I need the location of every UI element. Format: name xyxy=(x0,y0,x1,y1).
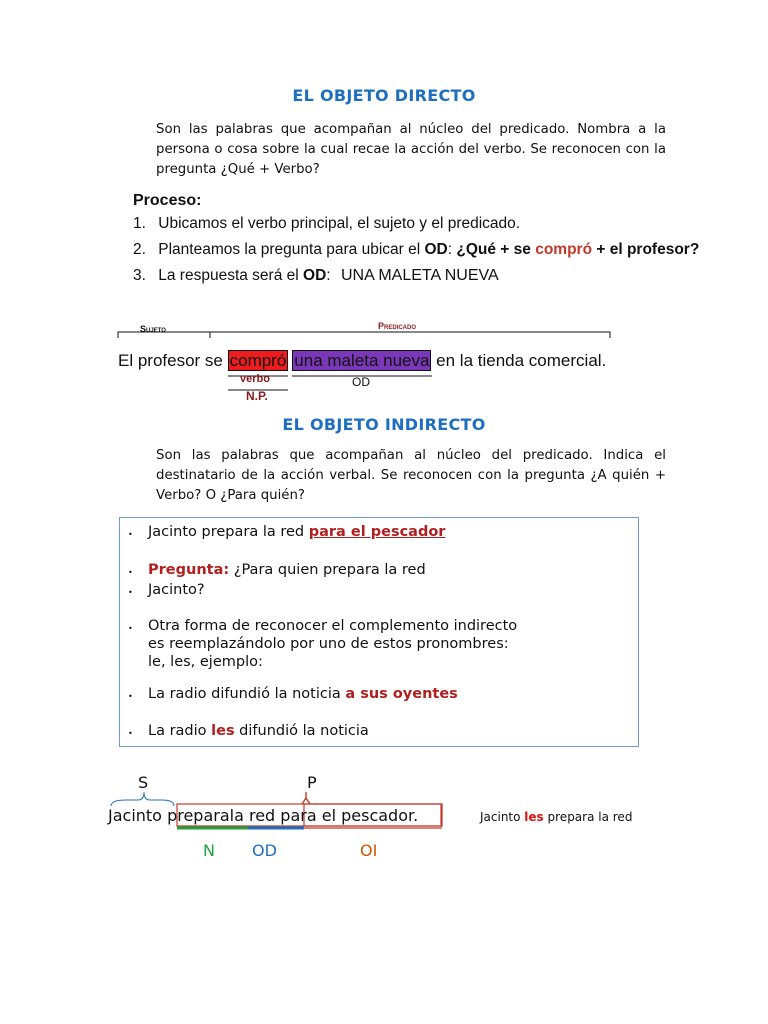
pronoun: les xyxy=(524,810,544,824)
section-title: EL OBJETO INDIRECTO xyxy=(282,415,486,434)
od-abbrev: OD xyxy=(424,241,448,258)
slide-line xyxy=(148,686,458,702)
step-number: 1. xyxy=(133,215,146,232)
od-abbrev: OD xyxy=(303,267,327,284)
slide-line: es reemplazándolo por uno de estos pronombres: xyxy=(148,636,509,652)
subject-label: Sujeto xyxy=(140,324,166,334)
example2-sentence xyxy=(108,806,418,825)
oi-word: para el pescador. xyxy=(280,806,419,825)
verb-label: verbo xyxy=(240,373,270,385)
question-verb: compró xyxy=(535,241,593,258)
bullet: • xyxy=(128,729,133,738)
oi-label: OI xyxy=(360,841,378,860)
oi-phrase: a sus oyentes xyxy=(345,686,458,702)
pronoun: les xyxy=(211,723,235,739)
n-label: N xyxy=(203,841,215,860)
pronoun-example xyxy=(480,810,632,824)
slide-text: La radio difundió la noticia xyxy=(148,686,346,702)
od-word: la red xyxy=(229,806,276,825)
step-text: Planteamos la pregunta para ubicar el xyxy=(158,241,425,258)
process-heading: Proceso: xyxy=(133,192,202,209)
verb-highlight: compró xyxy=(229,351,287,370)
process-step-3 xyxy=(133,267,331,285)
slide-line: Jacinto? xyxy=(148,582,205,598)
question-label: Pregunta: xyxy=(148,562,230,578)
slide-line: le, les, ejemplo: xyxy=(148,654,263,670)
step-number: 2. xyxy=(133,241,146,258)
slide-line: Otra forma de reconocer el complemento indirecto xyxy=(148,618,518,634)
slide-text: ¿Para quien prepara la red xyxy=(229,562,426,578)
slide-line xyxy=(148,524,445,540)
example-slide xyxy=(119,517,639,747)
answer-text: UNA MALETA NUEVA xyxy=(341,267,499,284)
subject-brace xyxy=(111,792,174,806)
oi-definition: Son las palabras que acompañan al núcleo del predicado. Indica el destinatario de la acción verbal. Se reconocen con la pregunta ¿A quién + Verbo? O ¿Para quién? xyxy=(156,448,666,503)
question-part: ¿Qué + se xyxy=(456,241,536,258)
slide-text: difundió la noticia xyxy=(234,723,369,739)
predicate-pointer xyxy=(302,798,310,804)
p-label: P xyxy=(307,773,317,792)
s-label: S xyxy=(138,773,149,792)
bullet: • xyxy=(128,692,133,701)
predicate-label: Predicado xyxy=(378,321,417,331)
od-highlight: una maleta nueva xyxy=(294,351,430,370)
slide-text: Jacinto prepara la red xyxy=(148,524,309,540)
process-step-1 xyxy=(133,215,520,233)
step-number: 3. xyxy=(133,267,146,284)
bullet: • xyxy=(128,624,133,633)
od-definition: Son las palabras que acompañan al núcleo del predicado. Nombra a la persona o cosa sobre la cual recae la acción del verbo. Se reconocen con la pregunta ¿Qué + Verbo? xyxy=(156,122,666,177)
question-subject: + el profesor? xyxy=(592,241,700,258)
page-title: EL OBJETO DIRECTO xyxy=(292,86,476,105)
process-step-2 xyxy=(133,241,699,259)
sentence-part: en la tienda comercial. xyxy=(431,351,607,370)
step-text: La respuesta será el xyxy=(158,267,304,284)
slide-line xyxy=(148,723,369,739)
step-colon: : xyxy=(447,241,457,258)
side-text: Jacinto xyxy=(480,810,525,824)
step-colon: : xyxy=(326,267,331,284)
bullet: • xyxy=(128,588,133,597)
verb-word: prepara xyxy=(167,806,230,825)
np-label: N.P. xyxy=(246,389,268,403)
od-label-2: OD xyxy=(252,841,277,860)
oi-phrase: para el pescador xyxy=(308,524,446,540)
predicate-bracket xyxy=(210,332,610,338)
step-text: Ubicamos el verbo principal, el sujeto y el predicado. xyxy=(158,215,521,232)
example1-sentence xyxy=(118,351,606,371)
slide-line xyxy=(148,562,426,578)
sentence-part: El profesor se xyxy=(118,351,228,370)
bullet: • xyxy=(128,530,133,539)
bullet: • xyxy=(128,568,133,577)
subject-word: Jacinto xyxy=(108,806,162,825)
side-text: prepara la red xyxy=(543,810,633,824)
od-label: OD xyxy=(352,375,370,389)
slide-text: La radio xyxy=(148,723,212,739)
